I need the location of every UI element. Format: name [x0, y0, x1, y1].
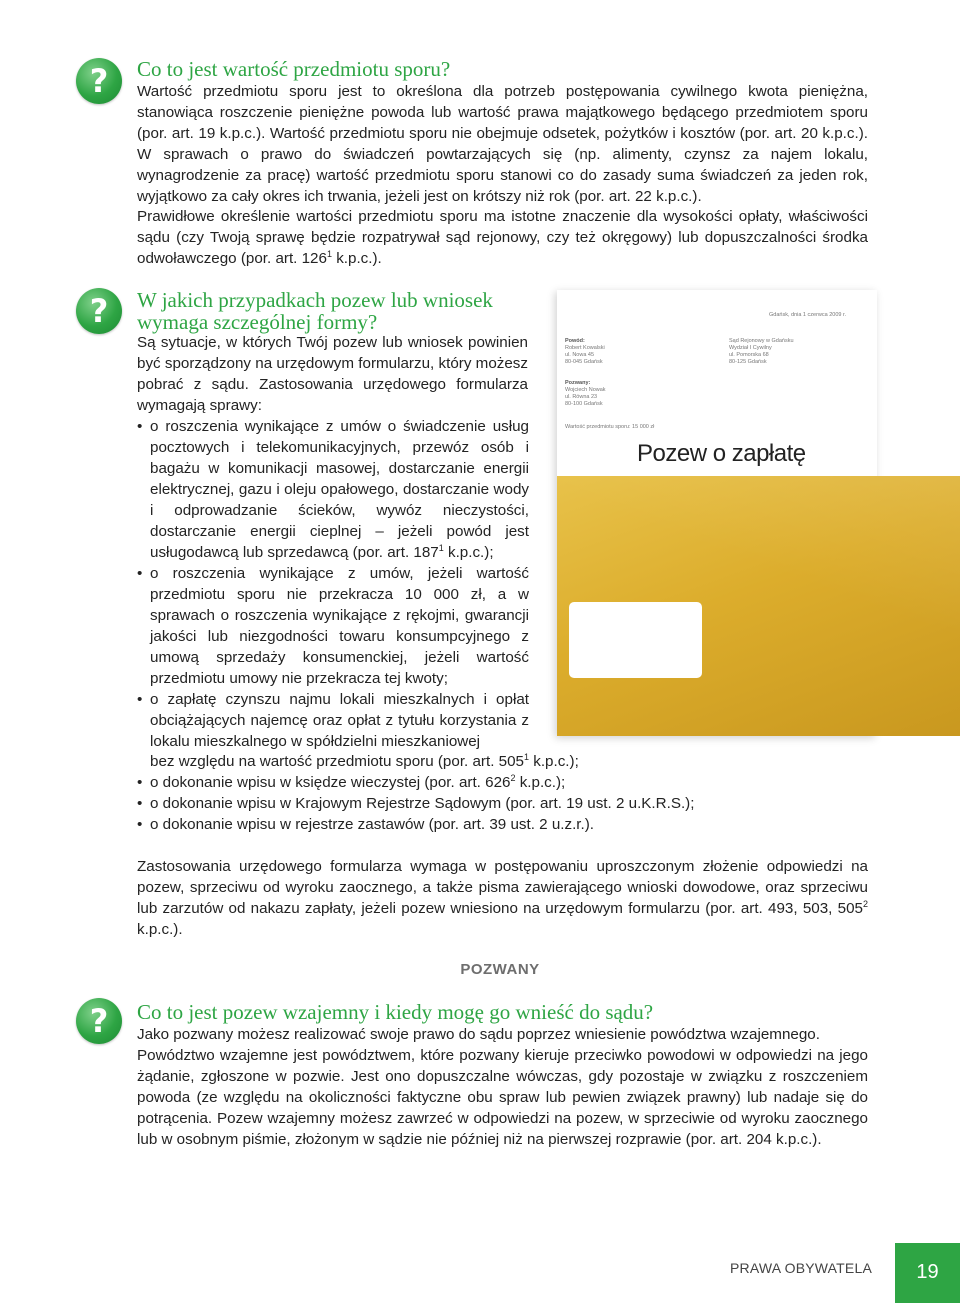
bullet-text: bez względu na wartość przedmiotu sporu (por. art. 505 [150, 753, 524, 770]
superscript: 1 [438, 542, 444, 553]
court-line: Sąd Rejonowy w Gdańsku [729, 338, 794, 344]
plaintiff-line: Robert Kowalski [565, 345, 605, 351]
bullet-list-official-forms [137, 416, 529, 752]
paragraph-text: Wartość przedmiotu sporu jest to określona dla potrzeb postępowania cywilnego kwota pieniężna, stanowiąca roszczenie pieniężne powoda lub wartość prawa majątkowego będącego przedmiotem sporu (por. art. 19 k.p.c.). Wartość przedmiotu sporu nie obejmuje odsetek, pożytków i kosztów (por. art. 20 k.p.c.). W sprawach o prawo do świadczeń powtarzających się (np. alimenty, czynsz za najem lokalu, wynagrodzenie za pracę) wartość przedmiotu sporu stanowi co do zasady suma świadczeń za jeden rok, wyjątkowo za cały okres ich trwania, jeżeli jest on krótszy niż rok (por. art. 22 k.p.c.). [137, 83, 868, 205]
bullet-list-registers [137, 772, 857, 835]
page-number: 19 [895, 1243, 960, 1303]
question-mark-icon: ? [76, 998, 122, 1044]
bullet-text: o roszczenia wynikające z umów, jeżeli wartość przedmiotu sporu nie przekracza 10 000 zł, a w sprawach o roszczenia wynikające z rękojmi, gwarancji jakości lub niezgodności towaru konsumpcyjnego z umową sprzedaży konsumenckiej, jeżeli wartość przedmiotu umowy nie przekracza tej kwoty; [150, 565, 529, 687]
paragraph-value-importance [137, 206, 868, 269]
section-heading-defendant: POZWANY [460, 961, 540, 978]
paragraph-text: k.p.c.). [137, 921, 183, 938]
yellow-envelope [557, 476, 960, 736]
plaintiff-line: 80-045 Gdańsk [565, 359, 603, 365]
list-item [137, 814, 857, 835]
court-line: 80-125 Gdańsk [729, 359, 767, 365]
list-item [137, 793, 857, 814]
bullet-continuation [150, 751, 650, 772]
paragraph-counterclaim-details: Powództwo wzajemne jest powództwem, które pozwany kieruje przeciwko powodowi w odpowiedzi na jego żądanie, zgłoszone w pozwie. Jest ono dopuszczalne wówczas, gdy pozostaje w związku z roszczeniem powoda (ze względu na okoliczności faktyczne obu spraw lub pewien związek prawny) lub nadaje się do potrącenia. Pozew wzajemny możesz zawrzeć w odpowiedzi na pozew, w sprzeciwie od wyroku zaocznego lub w osobnym piśmie, złożonym w sądzie nie później niż na pierwszej rozprawie (por. art. 204 k.p.c.). [137, 1047, 868, 1148]
question-title-special-form [137, 289, 493, 333]
title-line: W jakich przypadkach pozew lub wniosek [137, 288, 493, 312]
envelope-window [569, 602, 702, 678]
superscript: 1 [326, 248, 332, 259]
superscript: 2 [862, 898, 868, 909]
paragraph-text: Prawidłowe określenie wartości przedmiotu sporu ma istotne znaczenie dla wysokości opłaty, właściwości sądu (czy Twoją sprawę będzie rozpatrywał sąd rejonowy, czy też okręgowy) lub dopuszczalności środka odwoławczego (por. art. 126 [137, 208, 868, 267]
question-mark-icon: ? [76, 288, 122, 334]
value-of-dispute-line: Wartość przedmiotu sporu: 15 000 zł [565, 424, 655, 430]
bullet-text: o dokonanie wpisu w rejestrze zastawów (por. art. 39 ust. 2 u.z.r.). [150, 816, 595, 833]
bullet-text: o dokonanie wpisu w księdze wieczystej (por. art. 626 [150, 774, 511, 791]
defendant-line: 80-100 Gdańsk [565, 401, 603, 407]
plaintiff-label: Powód: [565, 338, 585, 344]
paragraph-text: k.p.c.). [331, 250, 382, 267]
court-line: ul. Pomorska 68 [729, 352, 769, 358]
bullet-text: k.p.c.); [515, 774, 566, 791]
court-block [729, 338, 794, 366]
question-mark-icon: ? [76, 58, 122, 104]
illustration-caption: Pozew o zapłatę [637, 440, 806, 467]
defendant-line: Wojciech Nowak [565, 387, 606, 393]
list-item [137, 416, 529, 563]
paragraph-special-form-intro: Są sytuacje, w których Twój pozew lub wniosek powinien być sporządzony na urzędowym formularzu, który możesz pobrać z sądu. Zastosowania urzędowego formularza wymagają sprawy: [137, 334, 528, 414]
bullet-text: k.p.c.); [529, 753, 579, 770]
defendant-label: Pozwany: [565, 380, 591, 386]
superscript: 1 [523, 751, 529, 762]
document-date: Gdańsk, dnia 1 czerwca 2009 r. [769, 312, 847, 318]
paragraph-simplified-procedure [137, 856, 868, 940]
paragraph-counterclaim-intro: Jako pozwany możesz realizować swoje prawo do sądu poprzez wniesienie powództwa wzajemnego. [137, 1026, 820, 1043]
superscript: 2 [510, 772, 516, 783]
footer-publication-label: PRAWA OBYWATELA [730, 1260, 872, 1276]
bullet-text: o zapłatę czynszu najmu lokali mieszkalnych i opłat obciążających najemcę oraz opłat z tytułu korzystania z lokalu mieszkalnego w spółdzielni mieszkaniowej [150, 691, 529, 750]
bullet-text: o roszczenia wynikające z umów o świadczenie usług pocztowych i telekomunikacyjnych, przewóz osób i bagażu w komunikacji masowej, dostarczanie energii elektrycznej, gazu i oleju opałowego, dostarczanie wody i odprowadzanie ścieków, wywóz nieczystości, dostarczanie energii cieplnej – jeżeli powód jest usługodawcą lub sprzedawcą (por. art. 187 [150, 418, 529, 561]
question-title-value-of-dispute: Co to jest wartość przedmiotu sporu? [137, 57, 451, 81]
plaintiff-line: ul. Nowa 45 [565, 352, 595, 358]
defendant-block [565, 380, 606, 408]
lawsuit-document-illustration [557, 290, 960, 736]
plaintiff-block [565, 338, 605, 366]
bullet-text: k.p.c.); [443, 544, 494, 561]
defendant-line: ul. Równa 23 [565, 394, 598, 400]
list-item [137, 772, 857, 793]
court-line: Wydział I Cywilny [729, 345, 772, 351]
list-item [137, 563, 529, 689]
bullet-text: o dokonanie wpisu w Krajowym Rejestrze Sądowym (por. art. 19 ust. 2 u.K.R.S.); [150, 795, 695, 812]
list-item [137, 689, 529, 752]
title-line: wymaga szczególnej formy? [137, 310, 378, 334]
paragraph-text: Zastosowania urzędowego formularza wymaga w postępowaniu uproszczonym złożenie odpowiedzi na pozew, sprzeciwu od wyroku zaocznego, a także pisma zawierającego wnioski dowodowe, oraz sprzeciwu lub zarzutów od nakazu zapłaty, jeżeli pozew wniesiono na urzędowym formularzu (por. art. 493, 503, 505 [137, 858, 868, 917]
paragraph-value-of-dispute [137, 81, 868, 207]
question-title-counterclaim: Co to jest pozew wzajemny i kiedy mogę go wnieść do sądu? [137, 1000, 654, 1024]
